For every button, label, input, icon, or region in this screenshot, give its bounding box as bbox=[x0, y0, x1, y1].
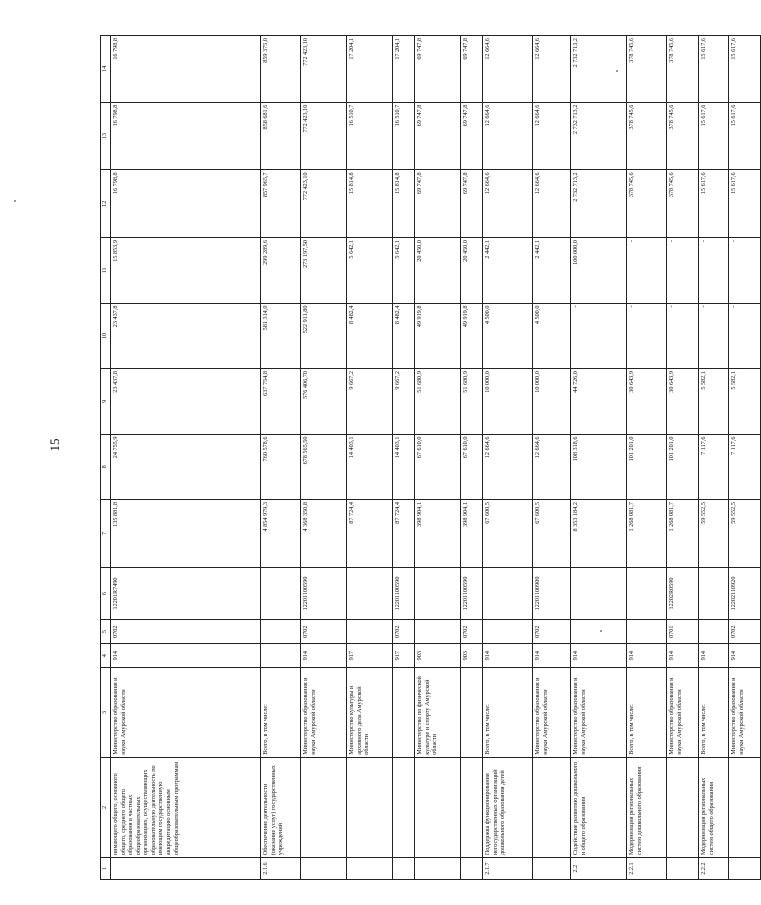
table-cell-col-8: 12 664,6 bbox=[533, 434, 571, 500]
table-cell-col-5 bbox=[483, 620, 533, 644]
table-cell-col-4: 914 bbox=[627, 644, 667, 668]
table-row bbox=[533, 36, 571, 880]
table-cell-col-7: 59 552,5 bbox=[729, 500, 761, 568]
table-cell-col-10: 4 500,0 bbox=[533, 303, 571, 369]
table-cell-col-4: 914 bbox=[571, 644, 627, 668]
table-cell-col-2: Поддержка функционирования негосударственных организаций дошкольного образования детей bbox=[483, 757, 533, 857]
table-cell-col-1: 2.1.6 bbox=[261, 858, 301, 880]
table-row bbox=[301, 36, 347, 880]
table-cell-col-1 bbox=[393, 858, 415, 880]
table-cell-col-7: 87 724,4 bbox=[347, 500, 393, 568]
table-cell-col-4: 914 bbox=[533, 644, 571, 668]
table-cell-col-9: 44 726,0 bbox=[571, 369, 627, 435]
table-cell-col-12: 378 745,6 bbox=[667, 170, 699, 238]
table-cell-col-8: 67 610,0 bbox=[461, 434, 483, 500]
table-cell-col-3: Министерство образования и науки Амурской области bbox=[301, 668, 347, 758]
table-cell-col-10: 49 919,8 bbox=[415, 303, 461, 369]
table-cell-col-7: 1 268 081,7 bbox=[627, 500, 667, 568]
table-cell-col-9: 5 582,1 bbox=[729, 369, 761, 435]
table-cell-col-6 bbox=[627, 567, 667, 619]
table-cell-col-13: 772 423,10 bbox=[301, 102, 347, 170]
table-cell-col-1 bbox=[729, 858, 761, 880]
table-cell-col-11: - bbox=[667, 238, 699, 304]
table-cell-col-2 bbox=[461, 757, 483, 857]
table-cell-col-14: 17 204,1 bbox=[347, 36, 393, 103]
table-cell-col-14: 69 747,8 bbox=[415, 36, 461, 103]
table-row bbox=[261, 36, 301, 880]
table-cell-col-2: Содействие развитию дошкольного и общего образования bbox=[571, 757, 627, 857]
table-row bbox=[347, 36, 393, 880]
table-cell-col-5: 0702 bbox=[461, 620, 483, 644]
table-cell-col-3: Всего, в том числе: bbox=[261, 668, 301, 758]
table-cell-col-9: 51 680,9 bbox=[415, 369, 461, 435]
table-cell-col-11: - bbox=[729, 238, 761, 304]
table-cell-col-11: 100 000,0 bbox=[571, 238, 627, 304]
table-cell-col-7: 67 600,5 bbox=[533, 500, 571, 568]
table-cell-col-13: 15 617,6 bbox=[729, 102, 761, 170]
table-cell-col-1 bbox=[461, 858, 483, 880]
table-cell-col-1 bbox=[667, 858, 699, 880]
table-cell-col-3: Министерство образования и науки Амурской области bbox=[667, 668, 699, 758]
table-cell-col-9: 30 643,9 bbox=[667, 369, 699, 435]
table-cell-col-13: 378 745,6 bbox=[667, 102, 699, 170]
table-cell-col-11: 20 450,0 bbox=[415, 238, 461, 304]
table-cell-col-9: 51 680,9 bbox=[461, 369, 483, 435]
column-header: 12 bbox=[101, 170, 111, 238]
table-cell-col-4: 914 bbox=[729, 644, 761, 668]
table-cell-col-12: 857 965,7 bbox=[261, 170, 301, 238]
table-cell-col-8: 67 610,0 bbox=[415, 434, 461, 500]
table-cell-col-12: 15 617,6 bbox=[699, 170, 729, 238]
table-cell-col-9: 576 406,70 bbox=[301, 369, 347, 435]
table-cell-col-13: 378 745,6 bbox=[627, 102, 667, 170]
table-cell-col-10: - bbox=[667, 303, 699, 369]
table-cell-col-3 bbox=[393, 668, 415, 758]
table-cell-col-10: - bbox=[699, 303, 729, 369]
table-cell-col-11: 20 450,0 bbox=[461, 238, 483, 304]
table-cell-col-14: 378 745,6 bbox=[627, 36, 667, 103]
table-cell-col-6: 12201100590 bbox=[301, 567, 347, 619]
table-row bbox=[415, 36, 461, 880]
table-cell-col-1: 2.1.7 bbox=[483, 858, 533, 880]
table-cell-col-13: 858 681,6 bbox=[261, 102, 301, 170]
budget-table bbox=[100, 35, 761, 880]
table-cell-col-3: Всего, в том числе: bbox=[699, 668, 729, 758]
table-cell-col-8: 108 318,6 bbox=[571, 434, 627, 500]
table-cell-col-3: Министерство культуры и архивного дела Амурской области bbox=[347, 668, 393, 758]
table-cell-col-13: 2 732 713,2 bbox=[571, 102, 627, 170]
scan-speck bbox=[14, 200, 16, 202]
table-cell-col-9: 30 643,9 bbox=[627, 369, 667, 435]
table-cell-col-6 bbox=[699, 567, 729, 619]
table-cell-col-12: 15 814,8 bbox=[347, 170, 393, 238]
column-header: 2 bbox=[101, 757, 111, 857]
table-cell-col-6 bbox=[261, 567, 301, 619]
table-cell-col-5 bbox=[415, 620, 461, 644]
table-cell-col-3: Министерство образования и науки Амурской области bbox=[729, 668, 761, 758]
table-cell-col-4: 914 bbox=[483, 644, 533, 668]
table-cell-col-9: 9 667,2 bbox=[393, 369, 415, 435]
table-cell-col-5 bbox=[699, 620, 729, 644]
table-cell-col-7: 4 854 979,3 bbox=[261, 500, 301, 568]
table-cell-col-2: Модернизация региональных систем дошкольного образования bbox=[627, 757, 667, 857]
table-cell-col-12: 2 732 713,2 bbox=[571, 170, 627, 238]
table-cell-col-1: 2.2 bbox=[571, 858, 627, 880]
table-cell-col-5 bbox=[627, 620, 667, 644]
table-cell-col-4: 903 bbox=[415, 644, 461, 668]
table-cell-col-10: 23 437,8 bbox=[111, 303, 261, 369]
table-cell-col-12: 15 814,8 bbox=[393, 170, 415, 238]
table-cell-col-3: Всего, в том числе: bbox=[627, 668, 667, 758]
table-header-row bbox=[101, 36, 111, 880]
table-cell-col-5: 0702 bbox=[111, 620, 261, 644]
table-cell-col-14: 2 732 713,2 bbox=[571, 36, 627, 103]
table-cell-col-10: 522 911,80 bbox=[301, 303, 347, 369]
table-cell-col-6 bbox=[571, 567, 627, 619]
table-row bbox=[461, 36, 483, 880]
table-row bbox=[667, 36, 699, 880]
table-cell-col-3: Министерство образования и науки Амурской области bbox=[533, 668, 571, 758]
table-cell-col-13: 69 747,8 bbox=[415, 102, 461, 170]
table-cell-col-2 bbox=[393, 757, 415, 857]
table-cell-col-8: 7 117,6 bbox=[699, 434, 729, 500]
table-cell-col-4: 914 bbox=[699, 644, 729, 668]
table-cell-col-7: 67 600,5 bbox=[483, 500, 533, 568]
table-cell-col-4: 914 bbox=[667, 644, 699, 668]
table-cell-col-6: 12202110920 bbox=[729, 567, 761, 619]
table-cell-col-7: 1 268 081,7 bbox=[667, 500, 699, 568]
table-cell-col-2 bbox=[667, 757, 699, 857]
table-cell-col-9: 10 000,0 bbox=[483, 369, 533, 435]
table-cell-col-8: 14 403,1 bbox=[347, 434, 393, 500]
table-cell-col-14: 16 798,8 bbox=[111, 36, 261, 103]
table-cell-col-12: 69 747,8 bbox=[415, 170, 461, 238]
table-cell-col-11: 273 197,50 bbox=[301, 238, 347, 304]
table-cell-col-2 bbox=[533, 757, 571, 857]
table-cell-col-12: 12 664,6 bbox=[483, 170, 533, 238]
column-header: 6 bbox=[101, 567, 111, 619]
table-cell-col-5: 0701 bbox=[667, 620, 699, 644]
table-cell-col-6 bbox=[483, 567, 533, 619]
table-row bbox=[393, 36, 415, 880]
table-cell-col-2: Модернизация региональных систем общего образования bbox=[699, 757, 729, 857]
table-cell-col-6: 12201R7490 bbox=[111, 567, 261, 619]
table-cell-col-8: 12 664,6 bbox=[483, 434, 533, 500]
table-cell-col-6: 12201100590 bbox=[461, 567, 483, 619]
table-cell-col-2 bbox=[415, 757, 461, 857]
table-cell-col-11: 299 289,6 bbox=[261, 238, 301, 304]
table-cell-col-5: 0702 bbox=[393, 620, 415, 644]
table-cell-col-6 bbox=[415, 567, 461, 619]
table-row bbox=[729, 36, 761, 880]
table-row bbox=[111, 36, 261, 880]
table-cell-col-2: нимающего общего, основного общего, среднего общего образования в частных общеобразовательных организациях, осуществляющих образовательную деятельность по имеющим государственную аккредитацию основным общеобразовательным программам bbox=[111, 757, 261, 857]
table-cell-col-5: 0702 bbox=[533, 620, 571, 644]
column-header: 8 bbox=[101, 434, 111, 500]
table-cell-col-9: 637 754,8 bbox=[261, 369, 301, 435]
table-cell-col-13: 16 798,8 bbox=[111, 102, 261, 170]
column-header: 9 bbox=[101, 369, 111, 435]
table-cell-col-6: 12202R0590 bbox=[667, 567, 699, 619]
table-cell-col-7: 8 353 184,2 bbox=[571, 500, 627, 568]
table-row bbox=[483, 36, 533, 880]
table-cell-col-1 bbox=[415, 858, 461, 880]
column-header: 3 bbox=[101, 668, 111, 758]
table-cell-col-3: Министерство по физической культуре и спорту Амурской области bbox=[415, 668, 461, 758]
table-cell-col-11: 5 642,1 bbox=[393, 238, 415, 304]
table-cell-col-13: 12 664,6 bbox=[483, 102, 533, 170]
table-cell-col-7: 398 904,1 bbox=[461, 500, 483, 568]
table-cell-col-2 bbox=[301, 757, 347, 857]
table-cell-col-10: - bbox=[627, 303, 667, 369]
column-header: 1 bbox=[101, 858, 111, 880]
table-cell-col-14: 772 423,10 bbox=[301, 36, 347, 103]
table-cell-col-5 bbox=[347, 620, 393, 644]
table-cell-col-9: 23 437,8 bbox=[111, 369, 261, 435]
table-cell-col-14: 15 617,6 bbox=[699, 36, 729, 103]
page-number: 15 bbox=[47, 438, 62, 452]
table-row bbox=[627, 36, 667, 880]
table-cell-col-8: 101 201,0 bbox=[627, 434, 667, 500]
column-header: 11 bbox=[101, 238, 111, 304]
table-cell-col-1 bbox=[111, 858, 261, 880]
table-row bbox=[571, 36, 627, 880]
table-cell-col-6 bbox=[347, 567, 393, 619]
table-cell-col-10: - bbox=[571, 303, 627, 369]
table-cell-col-12: 69 747,8 bbox=[461, 170, 483, 238]
column-header: 14 bbox=[101, 36, 111, 103]
table-cell-col-1 bbox=[533, 858, 571, 880]
table-cell-col-7: 59 552,5 bbox=[699, 500, 729, 568]
table-cell-col-8: 101 201,0 bbox=[667, 434, 699, 500]
table-cell-col-13: 16 510,7 bbox=[393, 102, 415, 170]
table-cell-col-2 bbox=[347, 757, 393, 857]
table-cell-col-11: 15 853,9 bbox=[111, 238, 261, 304]
table-cell-col-11: 2 442,1 bbox=[533, 238, 571, 304]
table-cell-col-1 bbox=[301, 858, 347, 880]
table-cell-col-14: 17 204,1 bbox=[393, 36, 415, 103]
table-cell-col-3: Всего, в том числе: bbox=[483, 668, 533, 758]
table-cell-col-7: 135 881,8 bbox=[111, 500, 261, 568]
table-cell-col-4: 917 bbox=[347, 644, 393, 668]
table-cell-col-13: 12 664,6 bbox=[533, 102, 571, 170]
table-cell-col-14: 15 617,6 bbox=[729, 36, 761, 103]
table-cell-col-1 bbox=[347, 858, 393, 880]
table-cell-col-13: 69 747,8 bbox=[461, 102, 483, 170]
table-cell-col-5: 0702 bbox=[301, 620, 347, 644]
column-header: 13 bbox=[101, 102, 111, 170]
table-cell-col-6: 12201100900 bbox=[533, 567, 571, 619]
table-cell-col-4: 914 bbox=[301, 644, 347, 668]
table-cell-col-14: 69 747,8 bbox=[461, 36, 483, 103]
table-cell-col-12: 772 423,10 bbox=[301, 170, 347, 238]
table-cell-col-3: Министерство образования и науки Амурской области bbox=[111, 668, 261, 758]
table-cell-col-2: Обеспечение деятельности (оказание услуг) государственных учреждений bbox=[261, 757, 301, 857]
table-cell-col-5 bbox=[261, 620, 301, 644]
table-cell-col-14: 12 664,6 bbox=[533, 36, 571, 103]
table-cell-col-4: 917 bbox=[393, 644, 415, 668]
table-cell-col-13: 16 510,7 bbox=[347, 102, 393, 170]
table-cell-col-4: 914 bbox=[111, 644, 261, 668]
table-cell-col-9: 10 000,0 bbox=[533, 369, 571, 435]
table-cell-col-14: 378 745,6 bbox=[667, 36, 699, 103]
table-cell-col-7: 398 904,1 bbox=[415, 500, 461, 568]
table-cell-col-1: 2.2.1 bbox=[627, 858, 667, 880]
table-cell-col-13: 15 617,6 bbox=[699, 102, 729, 170]
column-header: 7 bbox=[101, 500, 111, 568]
table-cell-col-8: 14 403,1 bbox=[393, 434, 415, 500]
table-cell-col-10: 581 314,0 bbox=[261, 303, 301, 369]
table-cell-col-9: 5 582,1 bbox=[699, 369, 729, 435]
table-cell-col-7: 4 368 350,8 bbox=[301, 500, 347, 568]
table-cell-col-11: 5 642,1 bbox=[347, 238, 393, 304]
table-cell-col-7: 87 724,4 bbox=[393, 500, 415, 568]
table-cell-col-10: 4 500,0 bbox=[483, 303, 533, 369]
table-cell-col-2 bbox=[729, 757, 761, 857]
table-cell-col-11: - bbox=[699, 238, 729, 304]
table-cell-col-3: Министерство образования и науки Амурской области bbox=[571, 668, 627, 758]
table-row bbox=[699, 36, 729, 880]
table-cell-col-10: 49 919,8 bbox=[461, 303, 483, 369]
table-cell-col-10: 8 482,4 bbox=[347, 303, 393, 369]
table-cell-col-14: 859 375,0 bbox=[261, 36, 301, 103]
table-cell-col-8: 678 565,50 bbox=[301, 434, 347, 500]
rotated-table-wrapper bbox=[100, 35, 745, 880]
table-cell-col-12: 378 745,6 bbox=[627, 170, 667, 238]
table-cell-col-8: 24 755,9 bbox=[111, 434, 261, 500]
column-header: 10 bbox=[101, 303, 111, 369]
table-cell-col-10: 8 482,4 bbox=[393, 303, 415, 369]
table-cell-col-12: 16 798,8 bbox=[111, 170, 261, 238]
table-cell-col-4: 903 bbox=[461, 644, 483, 668]
table-cell-col-11: - bbox=[627, 238, 667, 304]
table-cell-col-5: 0702 bbox=[729, 620, 761, 644]
column-header: 5 bbox=[101, 620, 111, 644]
table-cell-col-9: 9 667,2 bbox=[347, 369, 393, 435]
table-cell-col-5 bbox=[571, 620, 627, 644]
table-cell-col-12: 15 617,6 bbox=[729, 170, 761, 238]
table-cell-col-11: 2 442,1 bbox=[483, 238, 533, 304]
column-header: 4 bbox=[101, 644, 111, 668]
table-cell-col-1: 2.2.2 bbox=[699, 858, 729, 880]
table-cell-col-6: 12201100590 bbox=[393, 567, 415, 619]
table-cell-col-12: 12 664,6 bbox=[533, 170, 571, 238]
table-cell-col-4 bbox=[261, 644, 301, 668]
table-cell-col-10: - bbox=[729, 303, 761, 369]
table-cell-col-3 bbox=[461, 668, 483, 758]
table-cell-col-8: 760 578,6 bbox=[261, 434, 301, 500]
table-cell-col-14: 12 664,6 bbox=[483, 36, 533, 103]
table-cell-col-8: 7 117,6 bbox=[729, 434, 761, 500]
